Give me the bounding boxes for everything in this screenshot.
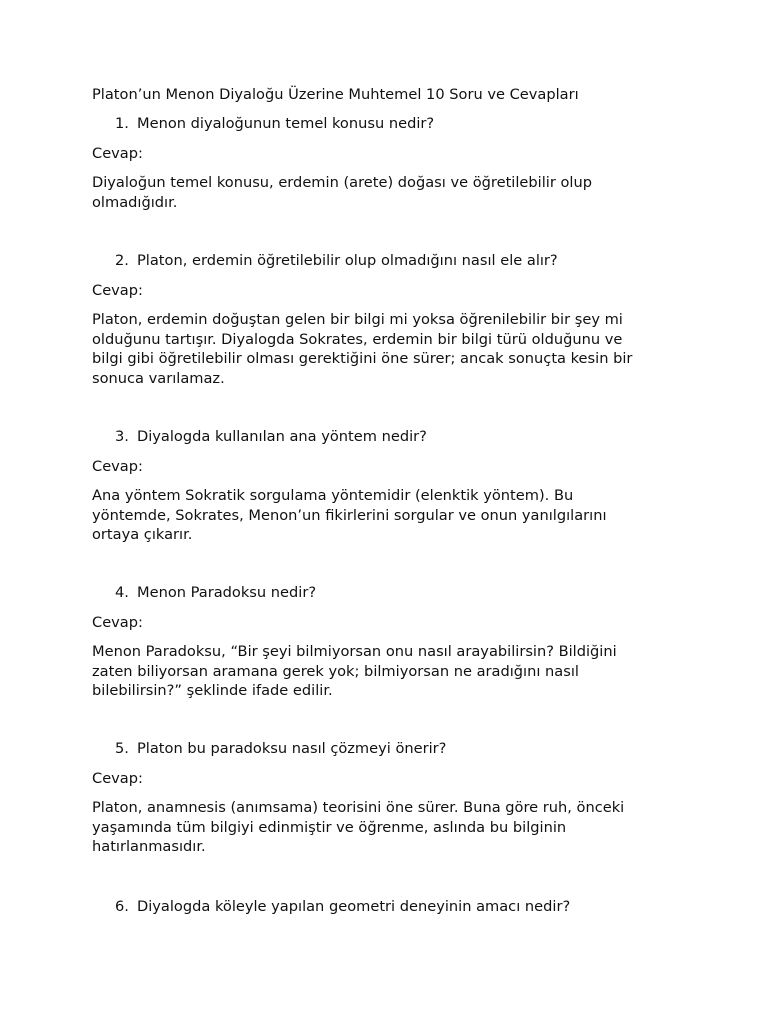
question-text: Diyalogda köleyle yapılan geometri deneyinin amacı nedir? — [137, 898, 571, 915]
answer-line: Platon, anamnesis (anımsama) teorisini öne sürer. Buna göre ruh, önceki — [92, 799, 625, 816]
question-number: 1. — [115, 115, 129, 132]
answer-line: zaten biliyorsan aramana gerek yok; bilmiyorsan ne aradığını nasıl — [92, 662, 579, 680]
answer-1 — [92, 173, 682, 212]
question-text: Platon, erdemin öğretilebilir olup olmadığını nasıl ele alır? — [137, 252, 558, 269]
answer-line: Platon, erdemin doğuştan gelen bir bilgi mi yoksa öğrenilebilir bir şey mi — [92, 311, 623, 328]
question-text: Platon bu paradoksu nasıl çözmeyi önerir? — [137, 740, 447, 757]
answer-line: olduğunu tartışır. Diyalogda Sokrates, erdemin bir bilgi türü olduğunu ve — [92, 330, 623, 348]
question-6 — [115, 897, 570, 917]
answer-line: Diyaloğun temel konusu, erdemin (arete) doğası ve öğretilebilir olup — [92, 174, 592, 191]
question-text: Menon Paradoksu nedir? — [137, 584, 317, 601]
answer-line: Ana yöntem Sokratik sorgulama yöntemidir (elenktik yöntem). Bu — [92, 487, 574, 504]
question-text: Menon diyaloğunun temel konusu nedir? — [137, 115, 435, 132]
answer-label: Cevap: — [92, 458, 143, 475]
answer-5 — [92, 798, 682, 857]
answer-line: bilebilirsin?” şeklinde ifade edilir. — [92, 682, 333, 699]
question-number: 2. — [115, 252, 129, 269]
answer-4 — [92, 642, 682, 701]
question-number: 6. — [115, 898, 129, 915]
question-number: 3. — [115, 428, 129, 445]
question-5 — [115, 739, 446, 759]
answer-label: Cevap: — [92, 614, 143, 631]
question-2 — [115, 251, 558, 271]
question-1 — [115, 114, 434, 134]
answer-line: yöntemde, Sokrates, Menon’un fikirlerini sorgular ve onun yanılgılarını — [92, 506, 607, 524]
document-title: Platon’un Menon Diyaloğu Üzerine Muhtemel 10 Soru ve Cevapları — [92, 86, 579, 103]
answer-label: Cevap: — [92, 145, 143, 162]
question-4 — [115, 583, 316, 603]
answer-line: hatırlanmasıdır. — [92, 838, 206, 855]
answer-line: bilgi gibi öğretilebilir olması gerektiğini öne sürer; ancak sonuçta kesin bir — [92, 350, 633, 367]
question-text: Diyalogda kullanılan ana yöntem nedir? — [137, 428, 427, 445]
answer-label: Cevap: — [92, 282, 143, 299]
answer-line: yaşamında tüm bilgiyi edinmiştir ve öğrenme, aslında bu bilginin — [92, 818, 567, 836]
answer-line: Menon Paradoksu, “Bir şeyi bilmiyorsan onu nasıl arayabilirsin? Bildiğini — [92, 643, 617, 660]
question-number: 4. — [115, 584, 129, 601]
answer-line: sonuca varılamaz. — [92, 369, 225, 387]
answer-label: Cevap: — [92, 770, 143, 787]
answer-line: olmadığıdır. — [92, 193, 178, 211]
question-number: 5. — [115, 740, 129, 757]
question-3 — [115, 427, 427, 447]
answer-line: ortaya çıkarır. — [92, 526, 193, 543]
answer-2 — [92, 310, 682, 388]
answer-3 — [92, 486, 682, 545]
